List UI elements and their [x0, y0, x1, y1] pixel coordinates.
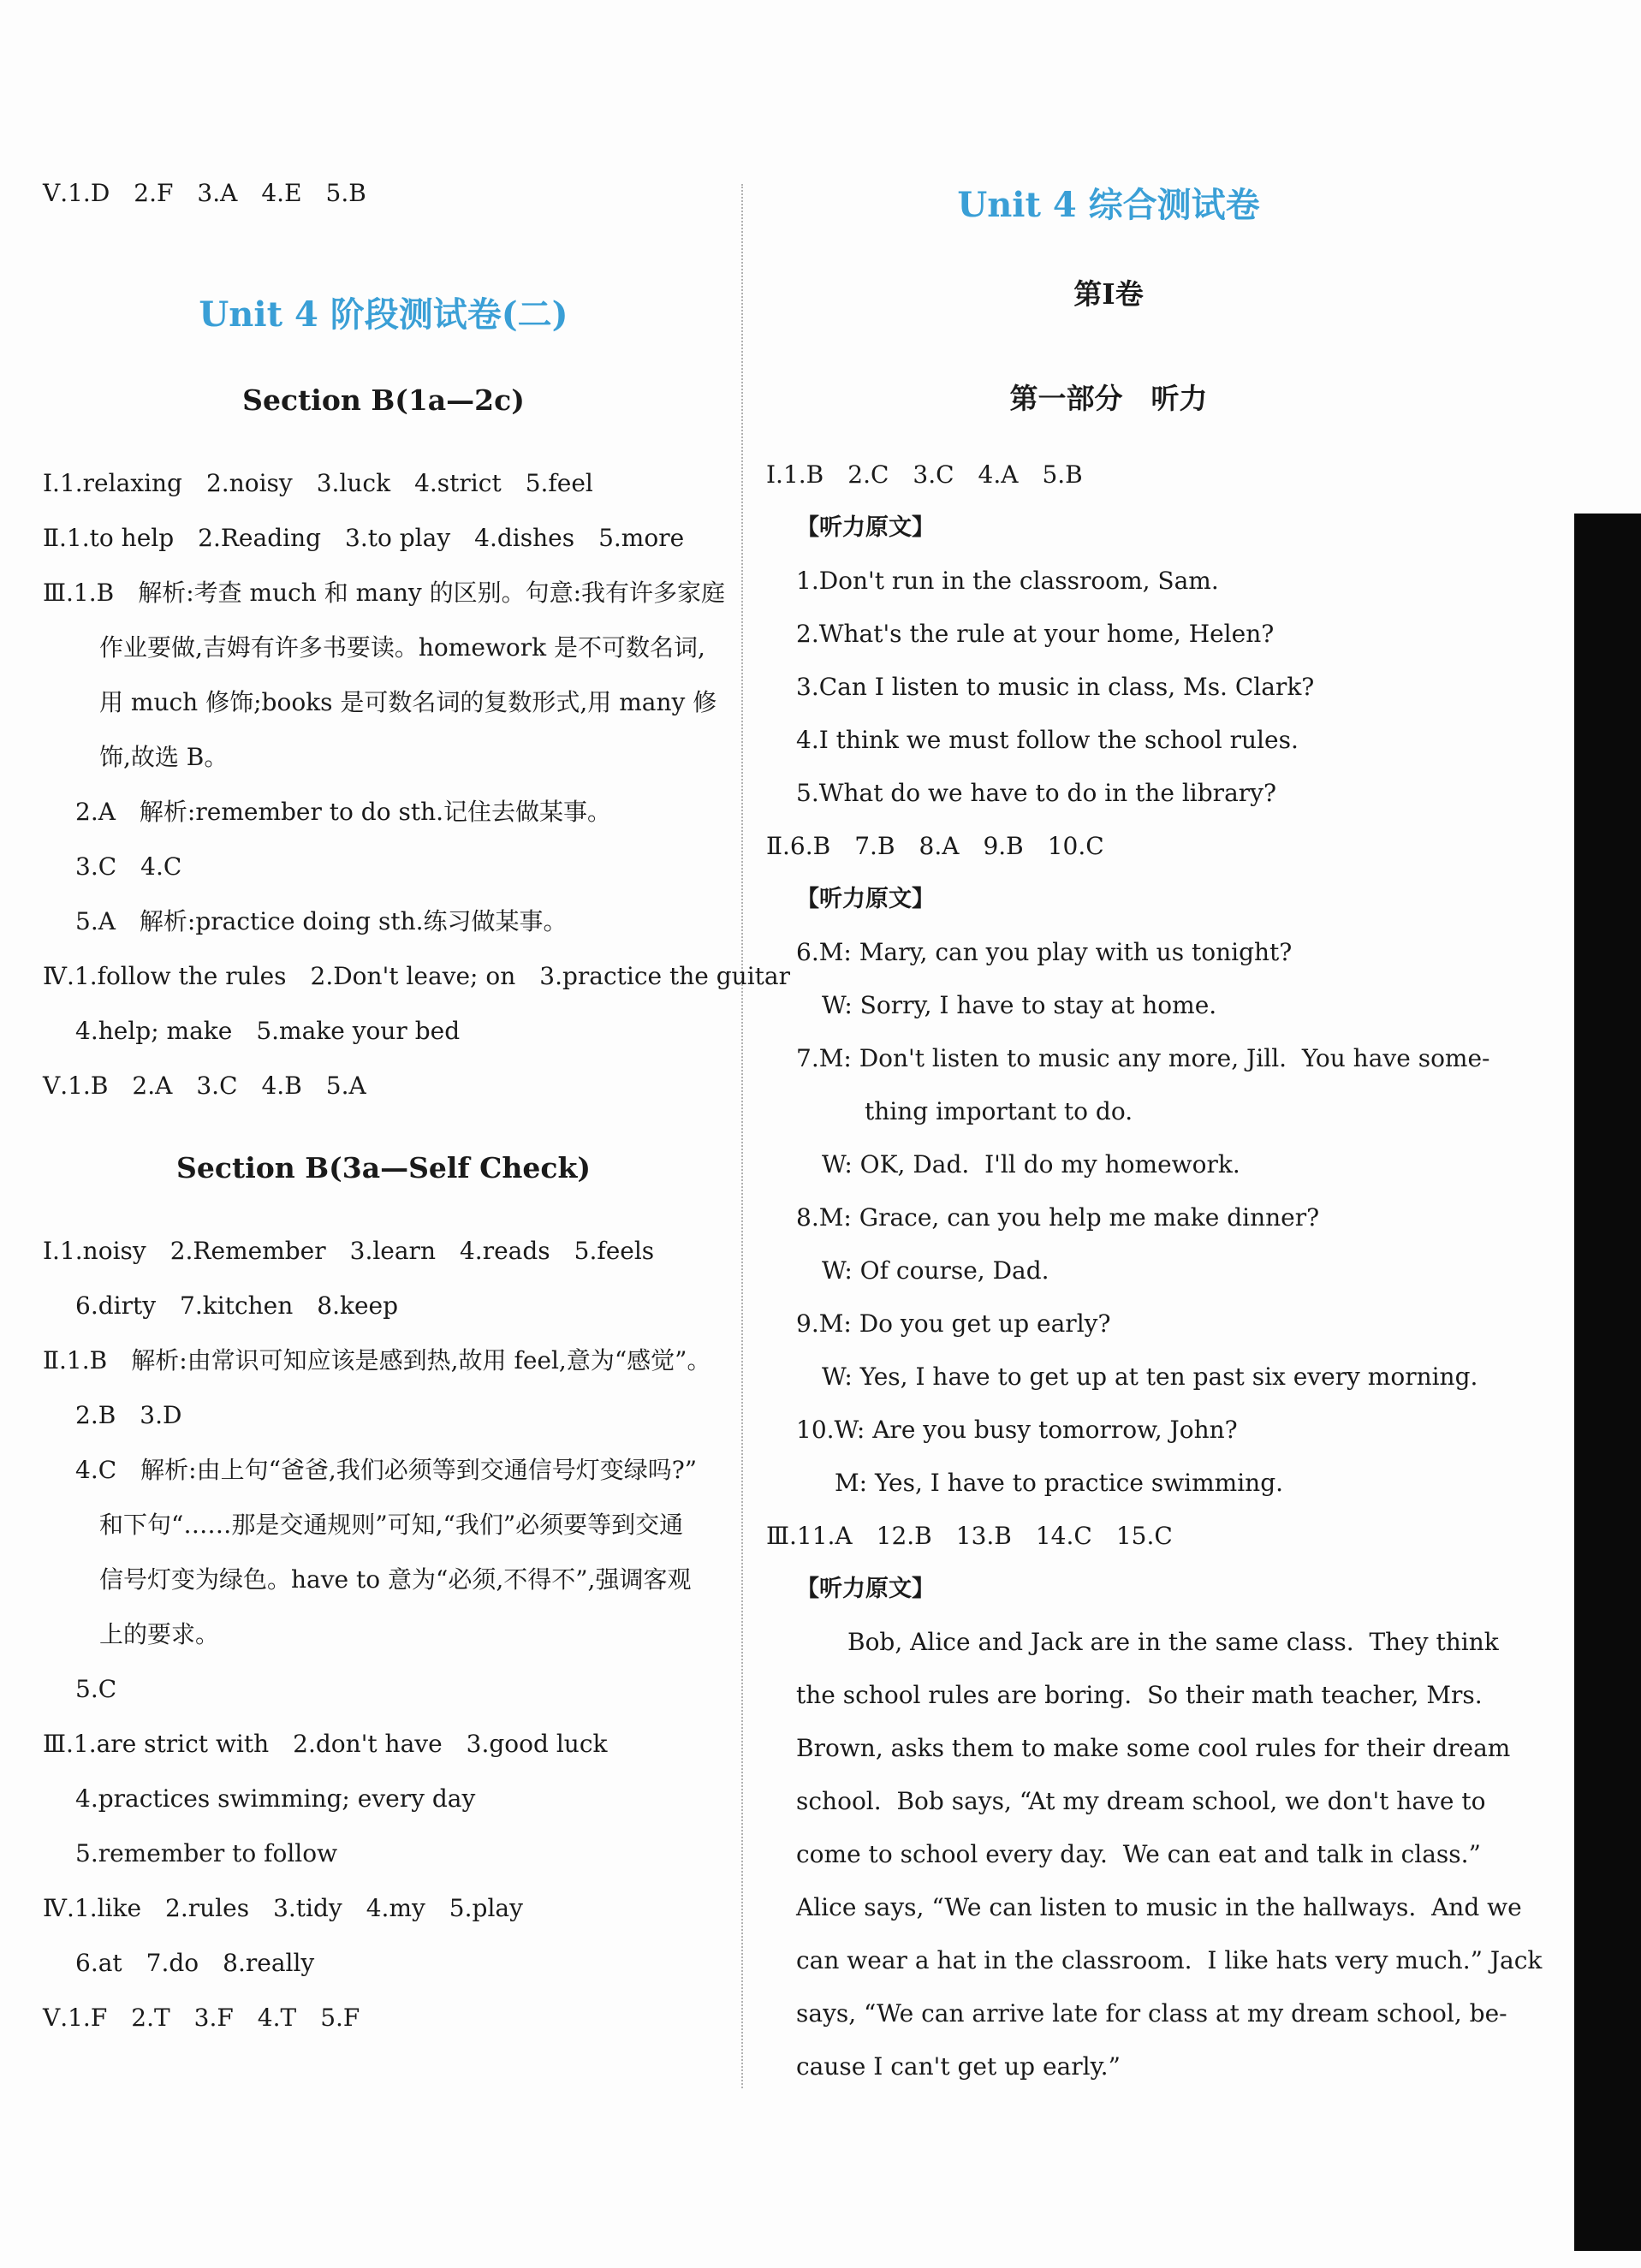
answer-line: Ⅱ.6.B 7.B 8.A 9.B 10.C [766, 832, 1104, 860]
passage-line: the school rules are boring. So their math teacher, Mrs. [796, 1681, 1483, 1709]
answer-line: Ⅴ.1.F 2.T 3.F 4.T 5.F [43, 2004, 360, 2032]
section-heading-3a-self-check: Section B(3a—Self Check) [176, 1151, 591, 1184]
script-line: W: Of course, Dad. [822, 1256, 1049, 1285]
script-line: 2.What's the rule at your home, Helen? [796, 620, 1275, 648]
answer-line: Ⅰ.1.noisy 2.Remember 3.learn 4.reads 5.feels [43, 1237, 655, 1265]
answer-line: 4.C 解析:由上句“爸爸,我们必须等到交通信号灯变绿吗?” [75, 1456, 698, 1484]
left-column [41, 0, 791, 2268]
answer-line: Ⅳ.1.follow the rules 2.Don't leave; on 3.practice the guitar [43, 962, 791, 990]
stage-test-title: Unit 4 阶段测试卷(二) [199, 294, 568, 335]
script-line: 5.What do we have to do in the library? [796, 779, 1276, 807]
answer-line: 6.at 7.do 8.really [75, 1949, 315, 1977]
column-divider [741, 184, 743, 2088]
passage-line: Brown, asks them to make some cool rules for their dream [796, 1734, 1511, 1762]
script-line: 7.M: Don't listen to music any more, Jill. You have some- [796, 1044, 1490, 1072]
answer-line: 2.B 3.D [75, 1401, 182, 1429]
answer-line: Ⅲ.1.B 解析:考查 much 和 many 的区别。句意:我有许多家庭 [43, 579, 726, 607]
answer-line: 2.A 解析:remember to do sth.记住去做某事。 [75, 798, 612, 826]
answer-line: 5.remember to follow [75, 1839, 338, 1867]
answer-line: Ⅲ.1.are strict with 2.don't have 3.good luck [43, 1730, 608, 1758]
answer-line: Ⅴ.1.B 2.A 3.C 4.B 5.A [43, 1072, 366, 1100]
volume-heading: 第Ⅰ卷 [1073, 277, 1144, 311]
script-line: 6.M: Mary, can you play with us tonight? [796, 938, 1293, 966]
passage-line: cause I can't get up early.” [796, 2052, 1121, 2081]
answer-line: 5.A 解析:practice doing sth.练习做某事。 [75, 907, 568, 935]
answer-line: 6.dirty 7.kitchen 8.keep [75, 1291, 399, 1320]
answer-line: 3.C 4.C [75, 852, 182, 881]
answer-line: 上的要求。 [99, 1620, 220, 1648]
answer-line: 5.C [75, 1675, 117, 1703]
passage-line: Bob, Alice and Jack are in the same class. They think [847, 1628, 1499, 1656]
answer-line: Ⅲ.11.A 12.B 13.B 14.C 15.C [766, 1522, 1173, 1550]
comprehensive-test-title: Unit 4 综合测试卷 [957, 185, 1260, 225]
script-line: 3.Can I listen to music in class, Ms. Clark? [796, 673, 1315, 701]
answer-line: 用 much 修饰;books 是可数名词的复数形式,用 many 修 [99, 688, 717, 716]
script-line: 9.M: Do you get up early? [796, 1309, 1111, 1338]
passage-line: school. Bob says, “At my dream school, we don't have to [796, 1787, 1486, 1815]
passage-line: says, “We can arrive late for class at my dream school, be- [796, 1999, 1507, 2028]
listening-script-label: 【听力原文】 [796, 1576, 935, 1602]
listening-script-label: 【听力原文】 [796, 886, 935, 912]
answer-line: 作业要做,吉姆有许多书要读。homework 是不可数名词, [99, 633, 705, 662]
part-heading-listening: 第一部分 听力 [1009, 382, 1208, 415]
script-line: 10.W: Are you busy tomorrow, John? [796, 1416, 1238, 1444]
answer-line: Ⅰ.1.relaxing 2.noisy 3.luck 4.strict 5.feel [43, 469, 593, 497]
answer-line: 饰,故选 B。 [99, 743, 229, 771]
scan-shadow-edge [1574, 514, 1641, 2251]
script-line: 1.Don't run in the classroom, Sam. [796, 567, 1219, 595]
section-heading-1a-2c: Section B(1a—2c) [242, 383, 525, 417]
script-line: M: Yes, I have to practice swimming. [835, 1469, 1284, 1497]
passage-line: can wear a hat in the classroom. I like hats very much.” Jack [796, 1946, 1543, 1974]
script-line: 4.I think we must follow the school rules. [796, 726, 1299, 754]
script-line: W: Sorry, I have to stay at home. [822, 991, 1217, 1019]
answer-line: 和下句“……那是交通规则”可知,“我们”必须要等到交通 [99, 1511, 684, 1539]
passage-line: come to school every day. We can eat and talk in class.” [796, 1840, 1481, 1868]
script-line: W: Yes, I have to get up at ten past six every morning. [822, 1363, 1478, 1391]
answer-line: Ⅴ.1.D 2.F 3.A 4.E 5.B [43, 179, 366, 207]
script-line: W: OK, Dad. I'll do my homework. [822, 1150, 1240, 1179]
right-column [766, 0, 1543, 2268]
listening-script-label: 【听力原文】 [796, 514, 935, 541]
answer-line: Ⅳ.1.like 2.rules 3.tidy 4.my 5.play [43, 1894, 523, 1922]
answer-line: 4.help; make 5.make your bed [75, 1017, 461, 1045]
answer-line: 4.practices swimming; every day [75, 1784, 476, 1813]
script-line: 8.M: Grace, can you help me make dinner? [796, 1203, 1320, 1232]
passage-line: Alice says, “We can listen to music in the hallways. And we [796, 1893, 1522, 1921]
script-line: thing important to do. [865, 1097, 1133, 1125]
answer-line: Ⅰ.1.B 2.C 3.C 4.A 5.B [766, 460, 1083, 489]
answer-line: 信号灯变为绿色。have to 意为“必须,不得不”,强调客观 [99, 1565, 692, 1594]
answer-line: Ⅱ.1.to help 2.Reading 3.to play 4.dishes 5.more [43, 524, 685, 552]
answer-line: Ⅱ.1.B 解析:由常识可知应该是感到热,故用 feel,意为“感觉”。 [43, 1346, 711, 1374]
